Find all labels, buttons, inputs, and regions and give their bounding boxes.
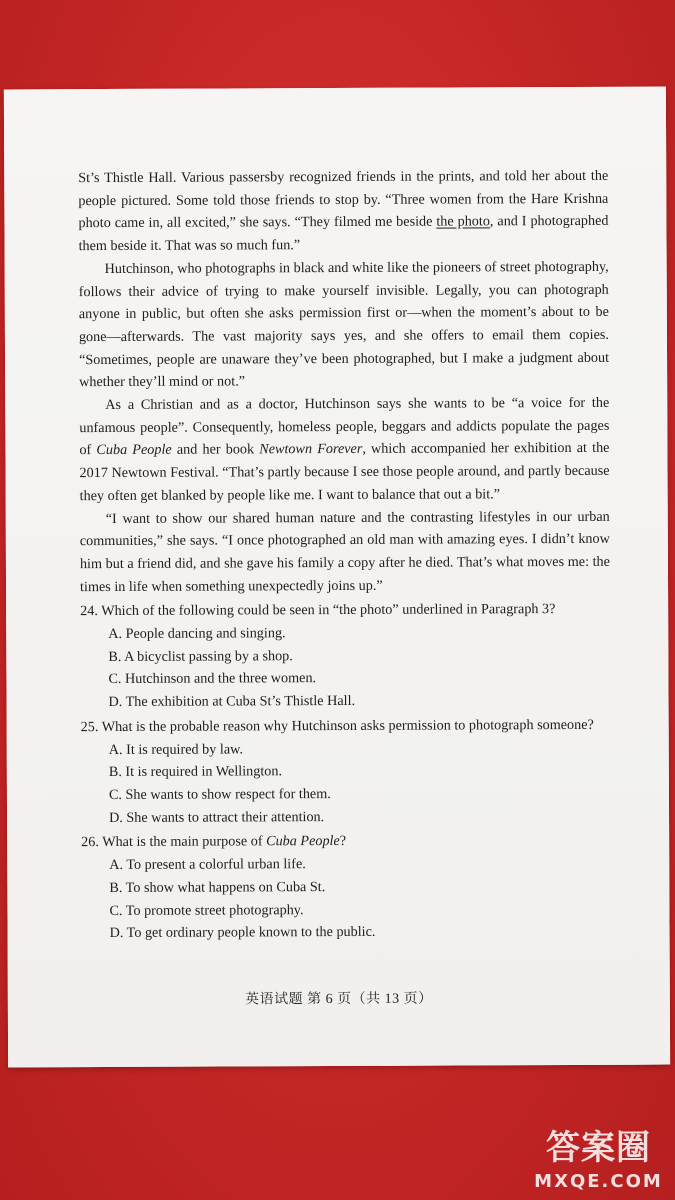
book-title: Cuba People xyxy=(96,442,172,459)
paragraph: “I want to show our shared human nature and the contrasting lifestyles in our urban communities,” she says. “I once photographed an old man with amazing eyes. I didn’t know him but a friend did, and she gave his family a copy after he died. That’s what moves me: the times in life when something unexpectedly joins up.” xyxy=(79,508,610,595)
option-d: D. To get ordinary people known to the public. xyxy=(109,924,376,942)
watermark-title: 答案圈 xyxy=(546,1128,651,1168)
question-stem xyxy=(81,829,611,854)
question-stem-text: ? xyxy=(339,833,347,850)
paragraph xyxy=(78,165,608,258)
paragraph-text: As a Christian and as a doctor, Hutchinson says she wants to be “a voice for the unfamous people”. Consequently, homeless people, beggars and addicts populate the pages of xyxy=(79,394,610,459)
paragraph-text: , and I photographed them beside it. That was so much fun.” xyxy=(78,213,609,255)
page-footer: 英语试题 第 6 页（共 13 页） xyxy=(245,991,433,1008)
paragraph: Hutchinson, who photographs in black and white like the pioneers of street photography, follows their advice of trying to make yourself invisible. Legally, you can photograph anyone in public, but often she asks permission first or—when the moment’s about to be gone—afterwards. The vast majority says yes, and she offers to email them copies. “Sometimes, people are unaware they’ve been photographed, but I make a judgment about whether they’ll mind or not.” xyxy=(78,258,610,391)
exam-page xyxy=(4,87,670,1068)
question-25 xyxy=(81,714,611,830)
option-a: A. To present a colorful urban life. xyxy=(109,856,306,874)
option-d: D. She wants to attract their attention. xyxy=(109,808,325,826)
question-stem: 25. What is the probable reason why Hutchinson asks permission to photograph someone? xyxy=(80,716,594,735)
option-a: A. It is required by law. xyxy=(108,740,244,758)
option-c: C. She wants to show respect for them. xyxy=(108,786,331,803)
option-b: B. To show what happens on Cuba St. xyxy=(109,878,326,896)
book-title: Newtown Forever xyxy=(259,441,363,458)
passage-and-questions xyxy=(78,165,611,945)
question-stem-text: 26. What is the main purpose of xyxy=(81,833,267,851)
question-24 xyxy=(80,598,610,714)
question-26 xyxy=(81,829,611,945)
question-stem: 24. Which of the following could be seen in “the photo” underlined in Paragraph 3? xyxy=(80,601,556,620)
option-b: B. It is required in Wellington. xyxy=(108,763,283,781)
option-c: C. To promote street photography. xyxy=(109,901,304,919)
watermark-logo xyxy=(526,1129,671,1192)
paragraph-text: , which accompanied her exhibition at the 2017 Newtown Festival. “That’s partly because I see those people around, and partly because they often get blanked by people like me. I want to balance that out a bit.” xyxy=(79,440,610,504)
underlined-phrase: the photo xyxy=(436,213,490,230)
option-a: A. People dancing and singing. xyxy=(108,625,286,643)
option-b: B. A bicyclist passing by a shop. xyxy=(108,647,293,665)
paragraph xyxy=(79,392,609,508)
paragraph-text: and her book xyxy=(171,441,260,459)
option-c: C. Hutchinson and the three women. xyxy=(108,670,317,688)
option-d: D. The exhibition at Cuba St’s Thistle Hall. xyxy=(108,693,356,711)
paragraph-text: St’s Thistle Hall. Various passersby recognized friends in the prints, and told her about the people pictured. Some told those friends to stop by. “Three women from the Hare Krishna photo came in, all excited,” she says. “They filmed me beside xyxy=(78,167,609,232)
watermark-url: MXQE.COM xyxy=(534,1171,663,1192)
book-title: Cuba People xyxy=(266,833,340,850)
